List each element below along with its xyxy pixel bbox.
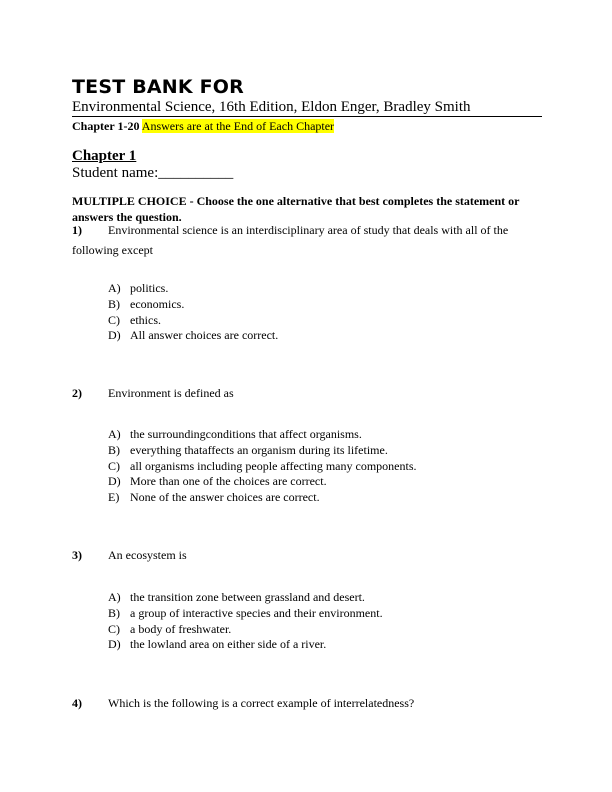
option-letter: A): [108, 427, 121, 441]
answers-note: Answers are at the End of Each Chapter: [141, 119, 335, 133]
answer-option: [108, 297, 184, 312]
book-subtitle: Environmental Science, 16th Edition, Eldon Enger, Bradley Smith: [72, 99, 471, 115]
option-text: the surroundingconditions that affect organisms.: [130, 427, 362, 441]
option-letter: D): [108, 637, 121, 651]
option-text: ethics.: [130, 313, 161, 327]
answer-option: [108, 427, 362, 442]
option-letter: C): [108, 313, 120, 327]
question-text: Environment is defined as: [108, 386, 234, 400]
answer-option: [108, 313, 161, 328]
option-letter: C): [108, 459, 120, 473]
header-divider: [72, 116, 542, 117]
answer-option: [108, 443, 388, 458]
option-letter: E): [108, 490, 120, 504]
option-letter: A): [108, 281, 121, 295]
option-text: None of the answer choices are correct.: [130, 490, 320, 504]
option-text: the lowland area on either side of a river.: [130, 637, 327, 651]
test-bank-title: TEST BANK FOR: [72, 76, 244, 98]
multiple-choice-instructions: MULTIPLE CHOICE - Choose the one alternative that best completes the statement or answers the question.: [72, 194, 520, 224]
student-name-line: Student name:__________: [72, 165, 234, 181]
question-text: Which is the following is a correct example of interrelatedness?: [108, 696, 415, 710]
answer-option: [108, 606, 383, 621]
answer-option: [108, 622, 231, 637]
question-number: 3): [72, 548, 82, 562]
option-text: a group of interactive species and their environment.: [130, 606, 383, 620]
question-number: 2): [72, 386, 82, 400]
answer-option: [108, 637, 326, 652]
option-letter: A): [108, 590, 121, 604]
answer-option: [108, 281, 168, 296]
option-text: politics.: [130, 281, 169, 295]
answer-option: [108, 490, 320, 505]
option-text: all organisms including people affecting many components.: [130, 459, 417, 473]
chapters-line: [72, 119, 334, 134]
option-text: economics.: [130, 297, 185, 311]
option-text: More than one of the choices are correct.: [130, 474, 327, 488]
option-letter: B): [108, 606, 120, 620]
option-text: the transition zone between grassland and desert.: [130, 590, 365, 604]
question-number: 1): [72, 223, 82, 237]
option-text: a body of freshwater.: [130, 622, 232, 636]
question-text: Environmental science is an interdisciplinary area of study that deals with all of the following except: [72, 223, 509, 257]
chapter-range: Chapter 1-20: [72, 119, 140, 133]
option-letter: D): [108, 474, 121, 488]
question-text: An ecosystem is: [108, 548, 187, 562]
option-text: everything thataffects an organism during its lifetime.: [130, 443, 388, 457]
option-letter: B): [108, 297, 120, 311]
question-number: 4): [72, 696, 82, 710]
answer-option: [108, 459, 417, 474]
option-letter: C): [108, 622, 120, 636]
chapter-heading: Chapter 1: [72, 148, 137, 164]
option-letter: D): [108, 328, 121, 342]
option-letter: B): [108, 443, 120, 457]
answer-option: [108, 328, 278, 343]
answer-option: [108, 590, 365, 605]
answer-option: [108, 474, 327, 489]
option-text: All answer choices are correct.: [130, 328, 279, 342]
